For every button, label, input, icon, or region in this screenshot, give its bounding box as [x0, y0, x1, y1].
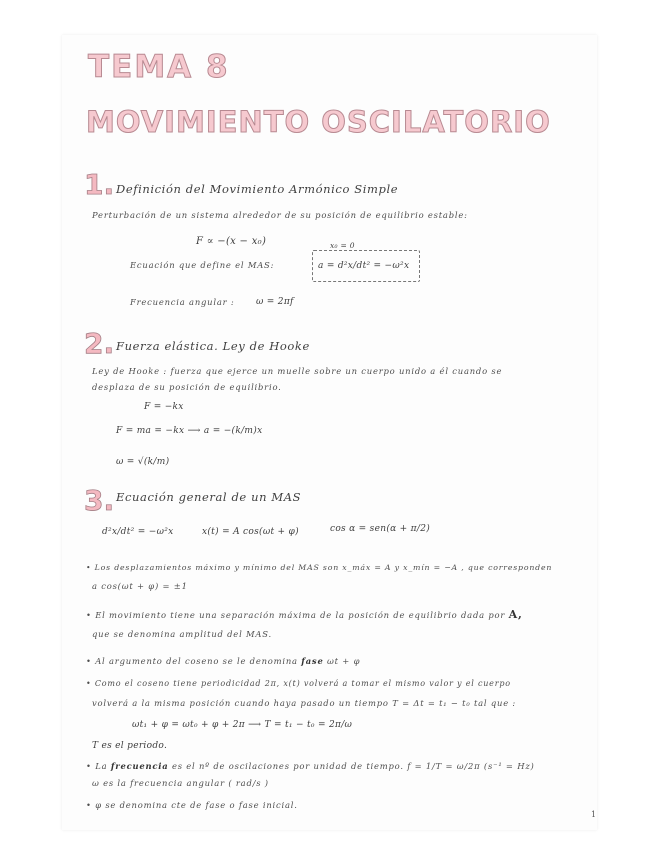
sec3-bullet4-l1: • Como el coseno tiene periodicidad 2π, x(t) volverá a tomar el mismo valor y el cuerpo [86, 679, 511, 688]
sec3-bullet2-l1: • El movimiento tiene una separación máxima de la posición de equilibrio dada por A, [86, 608, 523, 621]
sec2-line1: Ley de Hooke : fuerza que ejerce un muelle sobre un cuerpo unido a él cuando se [92, 366, 503, 376]
section-2-title: Fuerza elástica. Ley de Hooke [116, 339, 310, 353]
sec1-eq-label: Ecuación que define el MAS: [130, 260, 275, 270]
section-3-title: Ecuación general de un MAS [116, 490, 302, 504]
topic-subtitle: MOVIMIENTO OSCILATORIO [86, 105, 551, 139]
sec3-period-label: T es el periodo. [92, 741, 168, 751]
sec1-intro: Perturbación de un sistema alrededor de su posición de equilibrio estable: [92, 210, 468, 220]
section-3-number: 3. [84, 484, 115, 517]
sec1-freq: ω = 2πf [256, 297, 294, 307]
sec2-line2: desplaza de su posición de equilibrio. [92, 382, 282, 392]
sec3-bullet5: • La frecuencia es el nº de oscilaciones por unidad de tiempo. f = 1/T = ω/2π (s⁻¹ = Hz) [86, 761, 535, 771]
sec3-bullet3: • Al argumento del coseno se le denomina fase ωt + φ [86, 656, 361, 666]
sec2-hooke: F = −kx [144, 402, 184, 412]
sec1-eq: a = d²x/dt² = −ω²x [318, 261, 410, 271]
section-1-number: 1. [84, 168, 115, 201]
sec1-freq-label: Frecuencia angular : [130, 297, 235, 307]
sec1-x0-label: x₀ = 0 [330, 241, 355, 250]
sec3-bullet1-l2: a cos(ωt + φ) = ±1 [92, 581, 188, 591]
sec3-differential-eq: d²x/dt² = −ω²x [102, 527, 174, 537]
section-1-title: Definición del Movimiento Armónico Simple [116, 182, 399, 196]
sec3-bullet6: • φ se denomina cte de fase o fase inicial. [86, 800, 298, 810]
sec2-omega: ω = √(k/m) [116, 457, 170, 467]
page-number: 1 [591, 810, 597, 819]
sec3-identity: cos α = sen(α + π/2) [330, 524, 431, 534]
topic-title: TEMA 8 [88, 49, 230, 85]
sec3-bullet4-l2: volverá a la misma posición cuando haya pasado un tiempo T = Δt = t₁ − t₀ tal que : [92, 698, 517, 708]
section-2-number: 2. [84, 327, 115, 360]
sec2-chain: F = ma = −kx ⟶ a = −(k/m)x [116, 426, 263, 436]
sec1-proportional: F ∝ −(x − x₀) [196, 236, 267, 247]
sec3-solution: x(t) = A cos(ωt + φ) [202, 527, 299, 537]
sec3-angular-freq: ω es la frecuencia angular ( rad/s ) [92, 778, 269, 788]
sec3-bullet1-l1: • Los desplazamientos máximo y mínimo del MAS son x_máx = A y x_mín = −A , que corresponden [86, 563, 553, 572]
sec3-bullet2-l2: que se denomina amplitud del MAS. [92, 629, 272, 639]
sec3-period-eq: ωt₁ + φ = ωt₀ + φ + 2π ⟶ T = t₁ − t₀ = 2π/ω [132, 720, 353, 730]
